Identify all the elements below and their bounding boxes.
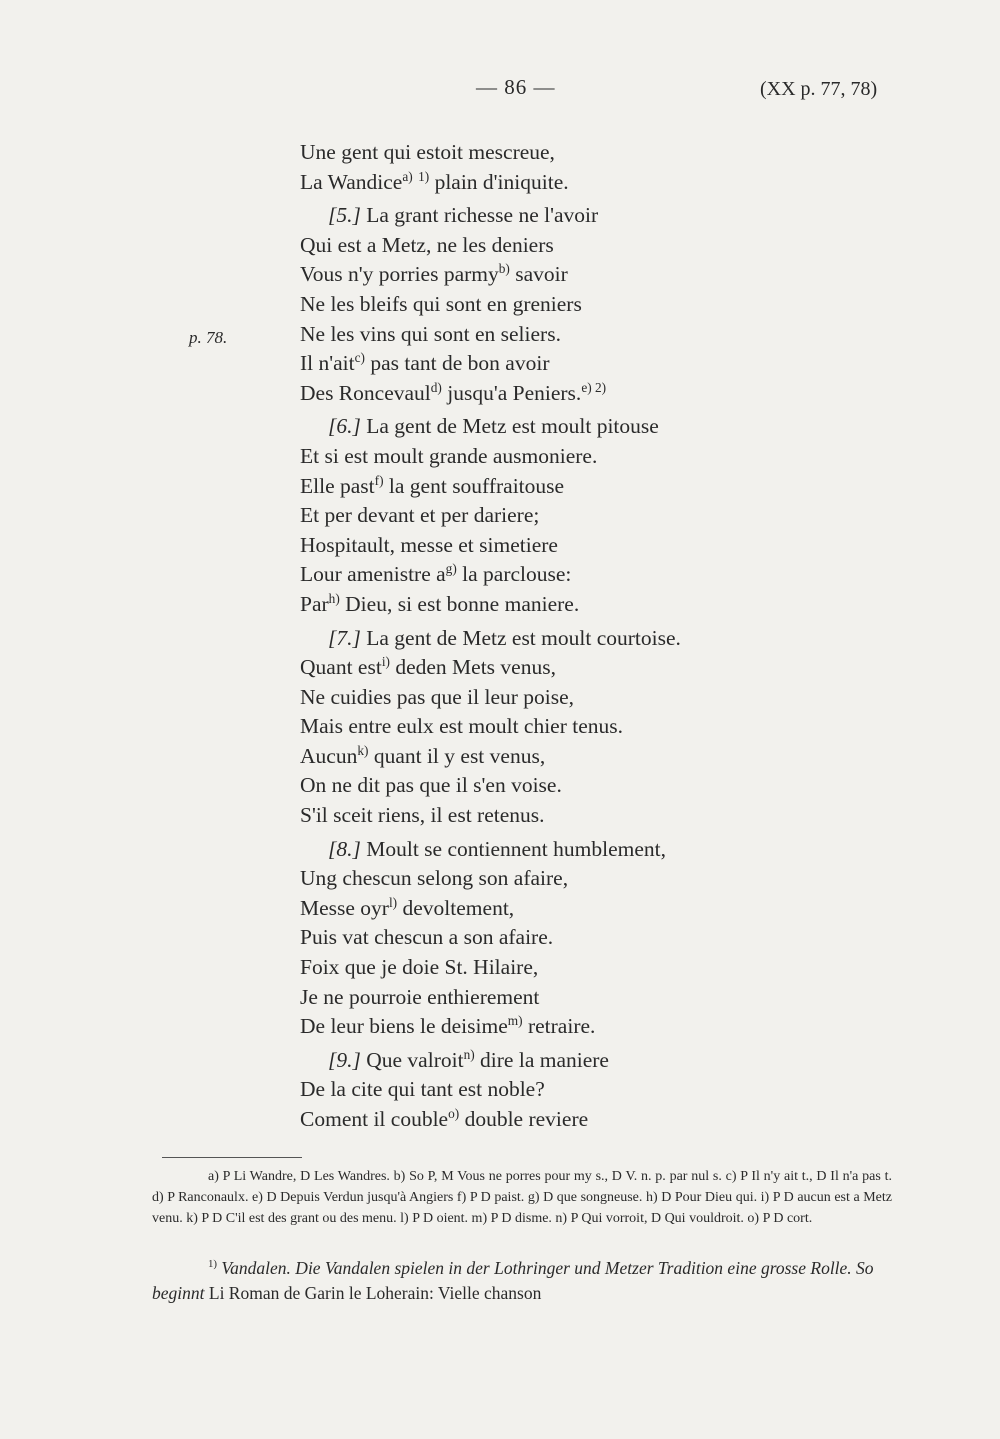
variant-marker: b): [498, 261, 510, 277]
verse-line: [300, 835, 820, 865]
verse-line: [300, 501, 820, 531]
variant-marker: i): [381, 653, 390, 669]
commentary-marker: 1): [208, 1258, 218, 1271]
variant-footnotes: [152, 1166, 892, 1229]
verse-text: retraire.: [522, 1014, 596, 1039]
verse-text: De la cite qui tant est noble?: [300, 1077, 545, 1102]
verse-text: quant il y est venus,: [368, 743, 546, 768]
verse-text: Je ne pourroie enthierement: [300, 984, 540, 1009]
verse-line: [300, 742, 820, 772]
verse-text: Ne les vins qui sont en seliers.: [300, 321, 561, 346]
stanza-number: [5.]: [328, 203, 361, 228]
verse-text: Ne les bleifs qui sont en greniers: [300, 291, 582, 316]
variant-marker: l): [388, 894, 398, 910]
verse-line: [300, 531, 820, 561]
stanza-number: [8.]: [328, 836, 361, 861]
variant-marker: h): [328, 590, 340, 606]
verse-line: [300, 624, 820, 654]
page-header: [0, 75, 1000, 107]
verse-line: [300, 1046, 820, 1076]
verse-line: [300, 379, 820, 409]
stanza-number: [7.]: [328, 625, 361, 650]
verse-text: deden Mets venus,: [389, 655, 556, 680]
verse-text: Que valroit: [366, 1047, 464, 1072]
verse-text: Quant est: [300, 655, 382, 680]
verse-text: Foix que je doie St. Hilaire,: [300, 955, 539, 980]
verse-text: La Wandice: [300, 169, 403, 194]
variant-marker: f): [374, 472, 384, 488]
verse-text: jusqu'a Peniers.: [441, 380, 582, 405]
verse-text: Vous n'y porries parmy: [300, 262, 499, 287]
verse-line: [300, 953, 820, 983]
page-number: — 86 —: [476, 75, 556, 99]
verse-text: Une gent qui estoit mescreue,: [300, 140, 555, 164]
variant-marker: m): [507, 1013, 523, 1029]
verse-line: [300, 653, 820, 683]
variant-marker: g): [445, 561, 457, 577]
verse-line: [300, 201, 820, 231]
note-marker: 1): [418, 168, 430, 184]
variant-marker: a): [402, 168, 413, 184]
verse-text: La gent de Metz est moult courtoise.: [366, 625, 681, 650]
variant-marker: c): [354, 350, 365, 365]
verse-text: la gent souffraitouse: [383, 473, 565, 498]
verse-line: [300, 894, 820, 924]
verse-text: double reviere: [459, 1107, 589, 1131]
commentary-italic: Vandalen. Die Vandalen spielen in der Lothringer und Metzer Tradition eine grosse Rolle. So beginnt: [152, 1258, 874, 1303]
variant-marker: d): [430, 379, 442, 395]
margin-page-note: p. 78.: [189, 328, 228, 347]
verse-text: Par: [300, 591, 329, 616]
verse-text: Elle past: [300, 473, 375, 498]
verse-line: [300, 1012, 820, 1042]
verse-line: [300, 983, 820, 1013]
verse-line: [300, 1105, 820, 1135]
verse-line: [300, 683, 820, 713]
note-marker: e) 2): [581, 379, 607, 395]
verse-line: [300, 472, 820, 502]
verse-line: [300, 801, 820, 831]
stanza-number: [9.]: [328, 1047, 361, 1072]
footnote-text: a) P Li Wandre, D Les Wandres. b) So P, M Vous ne porres pour my s., D V. n. p. par nul s. c) P Il n'y ait t., D Il n'a pas t. d) P Ranconaulx. e) D Depuis Verdun jusqu'à Angiers f) P D paist. g) D que songneuse. h) D Pour Dieu qui. i) P D aucun est a Metz venu. k) P D C'il est des grant ou des menu. l) P D oient. m) P D disme. n) P Qui vorroit, D Qui vouldroit. o) P D cort.: [152, 1169, 892, 1226]
verse-text: Qui est a Metz, ne les deniers: [300, 232, 554, 257]
verse-text: La gent de Metz est moult pitouse: [366, 414, 659, 439]
stanza-number: [6.]: [328, 414, 361, 439]
verse-text: Dieu, si est bonne maniere.: [339, 591, 580, 616]
verse-text: Messe oyr: [300, 895, 389, 920]
variant-marker: o): [448, 1105, 460, 1121]
verse-line: [300, 1075, 820, 1105]
variant-marker: n): [463, 1046, 475, 1062]
verse-line: [300, 560, 820, 590]
verse-text: Mais entre eulx est moult chier tenus.: [300, 714, 624, 739]
source-reference: (XX p. 77, 78): [760, 78, 878, 100]
verse-text: Puis vat chescun a son afaire.: [300, 925, 554, 950]
poem: [300, 138, 820, 1135]
verse-text: dire la maniere: [474, 1047, 609, 1072]
verse-line: [300, 138, 820, 168]
verse-line: [300, 590, 820, 620]
verse-line: [300, 320, 820, 350]
verse-text: la parclouse:: [456, 562, 572, 587]
footnote-divider: [162, 1157, 302, 1158]
verse-text: Aucun: [300, 743, 358, 768]
verse-text: devoltement,: [397, 895, 515, 920]
verse-text: savoir: [509, 262, 568, 287]
verse-text: Et per devant et per dariere;: [300, 503, 540, 528]
verse-line: [300, 712, 820, 742]
verse-text: Lour amenistre a: [300, 562, 446, 587]
verse-text: plain d'iniquite.: [429, 169, 569, 194]
verse-line: [300, 442, 820, 472]
verse-line: [300, 349, 820, 379]
verse-line: [300, 923, 820, 953]
commentary-roman: Li Roman de Garin le Loherain: Vielle chanson: [208, 1283, 542, 1303]
verse-line: [300, 168, 820, 198]
verse-text: La grant richesse ne l'avoir: [366, 203, 599, 228]
commentary-note: [152, 1256, 892, 1306]
verse-line: [300, 231, 820, 261]
verse-line: [300, 290, 820, 320]
verse-text: Et si est moult grande ausmoniere.: [300, 443, 598, 468]
variant-marker: k): [357, 742, 369, 758]
verse-text: Des Roncevaul: [300, 380, 431, 405]
verse-text: On ne dit pas que il s'en voise.: [300, 773, 562, 798]
verse-text: pas tant de bon avoir: [364, 351, 550, 376]
verse-line: [300, 771, 820, 801]
verse-text: De leur biens le deisime: [300, 1014, 508, 1039]
commentary-paragraph: [152, 1256, 892, 1306]
verse-text: Hospitault, messe et simetiere: [300, 532, 558, 557]
verse-text: Coment il couble: [300, 1107, 449, 1131]
verse-text: Ung chescun selong son afaire,: [300, 866, 569, 891]
verse-text: Moult se contiennent humblement,: [366, 836, 666, 861]
verse-line: [300, 864, 820, 894]
verse-text: Il n'ait: [300, 351, 355, 376]
verse-text: Ne cuidies pas que il leur poise,: [300, 684, 575, 709]
verse-line: [300, 260, 820, 290]
verse-line: [300, 412, 820, 442]
verse-text: S'il sceit riens, il est retenus.: [300, 803, 545, 828]
